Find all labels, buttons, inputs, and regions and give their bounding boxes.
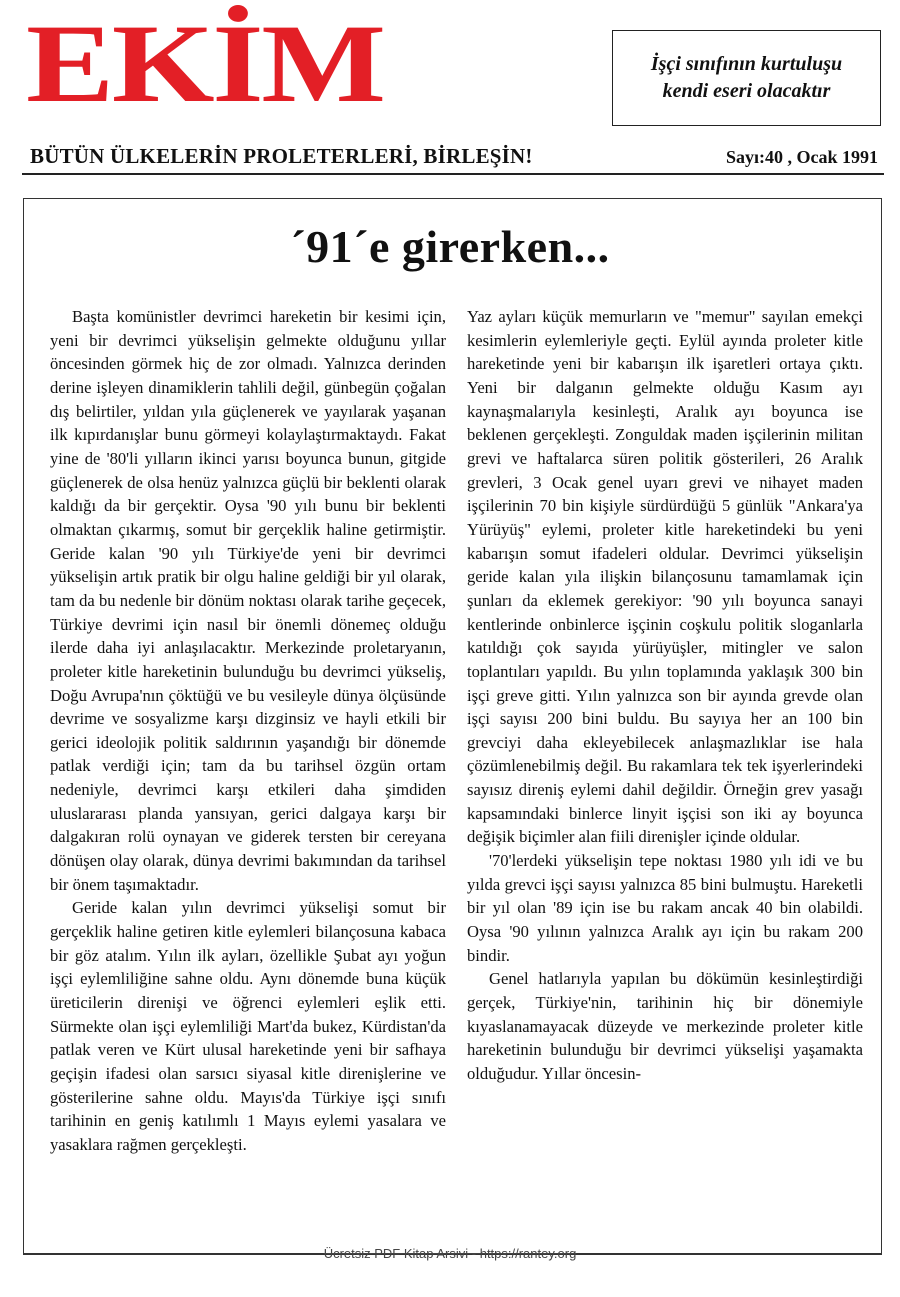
motto-line-1: İşçi sınıfının kurtuluşu bbox=[650, 53, 843, 75]
masthead-logo: EKİM bbox=[26, 2, 384, 126]
masthead-slogan: BÜTÜN ÜLKELERİN PROLETERLERİ, BİRLEŞİN! bbox=[30, 144, 533, 168]
article-column-left bbox=[50, 305, 446, 1157]
article-column-right bbox=[467, 305, 863, 1086]
motto-box bbox=[612, 30, 881, 126]
motto-line-2: kendi eseri olacaktır bbox=[662, 80, 831, 102]
article-title: ´91´e girerken... bbox=[290, 221, 610, 272]
article-paragraph: Geride kalan yılın devrimci yükselişi somut bir gerçeklik haline getiren kitle eylemleri bilançosuna kabaca bir göz atalım. Yılın ilk ayları, özellikle Şubat ayı yoğun işçi eylemliliğine sahne oldu. Aynı dönemde buna küçük üreticilerin direnişi ve öğrenci eylemleri eşlik etti. Sürmekte olan işçi eylemliliği Mart'da bukez, Kürdistan'da patlak veren ve Kürt ulusal hareketinde yeni bir safhaya geçişin ifadesi olan sarsıcı siyasal kitle direnişlerine ve gösterilerine sahne oldu. Mayıs'da Türkiye işçi sınıfı tarihinin en geniş katılımlı 1 Mayıs eylemi yasalara ve yasaklara rağmen gerçekleşti. bbox=[50, 898, 446, 1154]
article-paragraph: Genel hatlarıyla yapılan bu dökümün kesinleştirdiği gerçek, Türkiye'nin, tarihinin hiç bir dönemiyle kıyaslanamayacak düzeyde ve merkezinde proleter kitle hareketinin bulunduğu bir devrimci yükselişi yaşamakta olduğudur. Yıllar öncesin- bbox=[467, 969, 863, 1083]
article-paragraph: '70'lerdeki yükselişin tepe noktası 1980 yılı idi ve bu yılda grevci işçi sayısı yalnızca 85 bini bulmuştu. Hareketli bir yıl olan '89 için ise bu rakam ancak 40 bin olabildi. Oysa '90 yılının yalnızca Aralık ayı için bu rakam 200 bindir. bbox=[467, 851, 863, 965]
header-rule bbox=[22, 173, 884, 175]
issue-info: Sayı:40 , Ocak 1991 bbox=[725, 147, 878, 167]
footer-watermark: Ücretsiz PDF Kitap Arsivi - https://rantey.org bbox=[323, 1246, 577, 1261]
article-paragraph: Yaz ayları küçük memurların ve "memur" sayılan emekçi kesimlerin eylemleriyle geçti. Eylül ayında proleter kitle hareketinde yeni bir kabarışın ilk işaretleri ortaya çıktı. Yeni bir dalganın gelmekte olduğu Kasım ayı kaynaşmalarıyla kesinleşti, Aralık ayı boyunca ise beklenen gerçekleşti. Zonguldak maden işçilerinin militan grevi ve haftalarca süren politik gösterileri, 26 Aralık grevleri, 3 Ocak genel uyarı grevi ve nihayet maden işçilerinin 70 bin kişiyle sürdürdüğü 5 günlük "Ankara'ya Yürüyüş" eylemi, proleter kitle hareketindeki bu yeni kabarışın somut ifadeleri oldular. Devrimci yükselişin geride kalan yıla ilişkin bilançosunu tamamlamak için şunları da eklemek gerekiyor: '90 yılı boyunca sanayi kentlerinde onbinlerce işçinin coşkulu politik sloganlarla katıldığı çok sayıda yürüyüşler, mitingler ve salon toplantıları yapıldı. Bu yılın toplamında yaklaşık 300 bin işçi greve gitti. Yılın yalnızca son bir ayında grevde olan işçi sayısı 200 bini buldu. Bu sayıya her an 100 bin grevciyi daha ekleyebilecek anlaşmazlıklar ise hala çözümlenebilmiş değil. Bu rakamlara tek tek işyerlerindeki sayısız direniş eylemi dahil değildir. Örneğin grev yasağı kapsamındaki binlerce linyit işçisi son iki ay boyunca değişik biçimler alan fiili direnişler içinde oldular. bbox=[467, 307, 863, 847]
article-paragraph: Başta komünistler devrimci hareketin bir kesimi için, yeni bir devrimci yükselişin gelmekte olduğunu yıllar öncesinden görmek hiç de zor olmadı. Yalnızca derinden derine işleyen dinamiklerin tahlili değil, günbegün çoğalan dış belirtiler, yıldan yıla güçlenerek ve yayılarak yaşanan ilk kıpırdanışlar bunu görmeyi kolaylaştırmaktaydı. Fakat yine de '80'li yılların ikinci yarısı boyunca bunun, gitgide güçlenerek de olsa henüz yalnızca güçlü bir beklenti olarak kaldığı da bir gerçektir. Oysa '90 yılı bunu bir beklenti olmaktan çıkarmış, somut bir gerçeklik haline getirmiştir. Geride kalan '90 yılı Türkiye'de yeni bir devrimci yükselişin artık pratik bir olgu haline geldiği bir yıl olarak, tam da bu nedenle bir dönüm noktası olarak tarihe geçecek, Türkiye devrimi için nasıl bir önemli dönemeç olduğu ilerde daha iyi anlaşılacaktır. Merkezinde proletaryanın, proleter kitle hareketinin bulunduğu bu devrimci yükseliş, Doğu Avrupa'nın çöktüğü ve bu vesileyle dünya ölçüsünde devrime ve sosyalizme karşı dizginsiz ve hayli etkili bir gerici ideolojik politik saldırının yaşandığı bir dönemde patlak verdiği için; tam da bu tarihsel özgün ortam nedeniyle, devrimci karşı etkileri daha şimdiden uluslararası planda yansıyan, gerici dalgaya karşı bir dalgakıran rolü oynayan ve giderek tersten bir cereyana dönüşen olay olarak, dünya devrimi bakımından da tarihsel bir önem taşımaktadır. bbox=[50, 307, 446, 894]
